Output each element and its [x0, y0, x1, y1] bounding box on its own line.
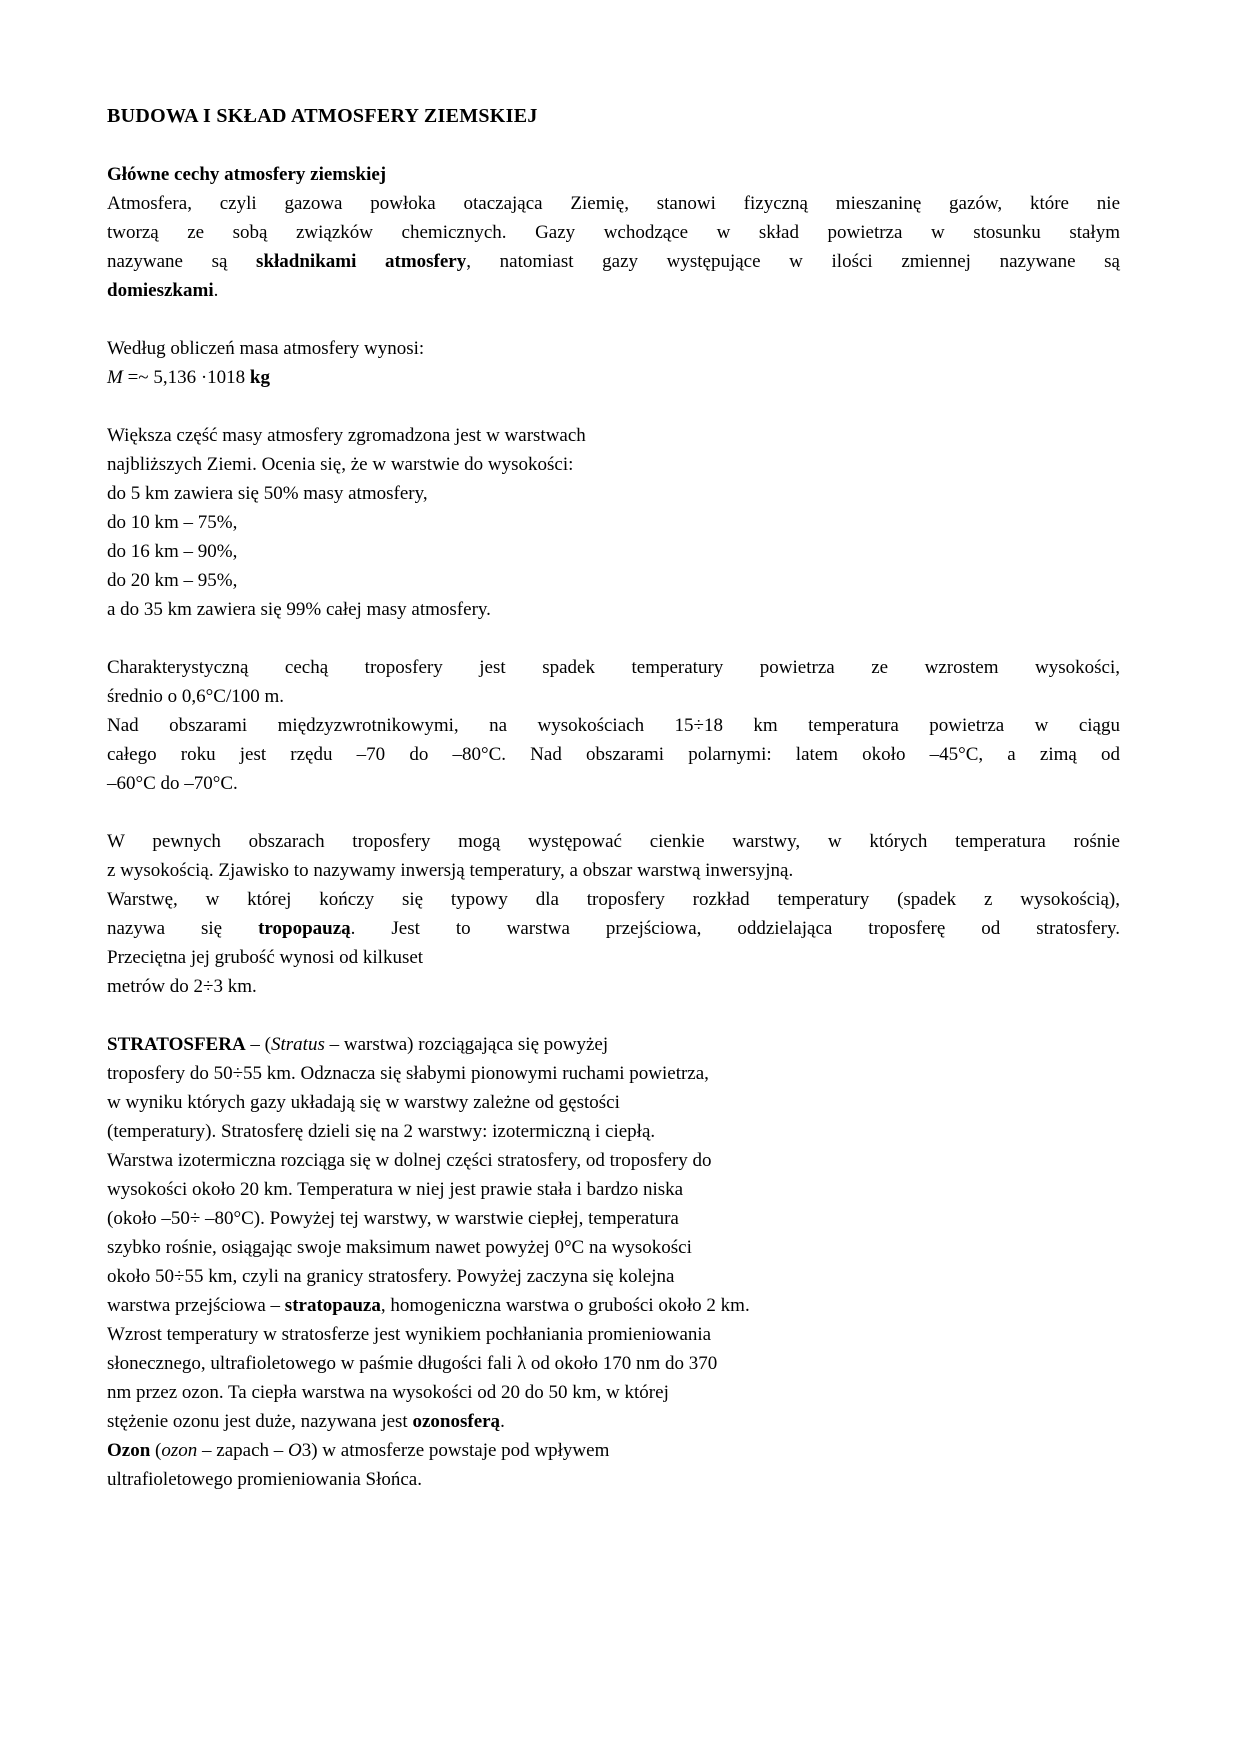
text-segment: Przeciętna jej grubość wynosi od kilkuset: [107, 947, 424, 968]
paragraph-troposfera-temperatura: [107, 653, 1120, 798]
text-segment: BUDOWA I SKŁAD ATMOSFERY ZIEMSKIEJ: [107, 105, 538, 127]
text-line: [107, 566, 1120, 595]
text-segment: warstwa przejściowa –: [107, 1295, 285, 1316]
text-segment: do 16 km – 90%,: [107, 541, 238, 562]
text-segment: M: [107, 367, 123, 388]
text-segment: tworzą ze sobą związków chemicznych. Gazy wchodzące w skład powietrza w stosunku stałym: [107, 222, 1120, 243]
paragraph-stratosfera: [107, 1030, 1120, 1494]
text-segment: szybko rośnie, osiągając swoje maksimum nawet powyżej 0°C na wysokości: [107, 1237, 692, 1258]
text-line: [107, 479, 1120, 508]
text-line: [107, 334, 1120, 363]
text-segment: Charakterystyczną cechą troposfery jest spadek temperatury powietrza ze wzrostem wysokości,: [107, 657, 1120, 678]
text-segment: (temperatury). Stratosferę dzieli się na 2 warstwy: izotermiczną i ciepłą.: [107, 1121, 656, 1142]
text-line: [107, 1349, 1120, 1378]
document-content: [107, 102, 1120, 1494]
paragraph-atmosfera-intro: [107, 189, 1120, 305]
text-segment: , homogeniczna warstwa o grubości około 2 km.: [380, 1295, 750, 1316]
text-line: [107, 1117, 1120, 1146]
text-segment: tropopauzą: [258, 918, 351, 939]
text-segment: 3) w atmosferze powstaje pod wpływem: [301, 1440, 610, 1461]
paragraph-masa-atmosfery: [107, 334, 1120, 392]
text-line: [107, 276, 1120, 305]
text-line: [107, 885, 1120, 914]
text-segment: ozonosferą: [412, 1411, 501, 1432]
text-line: [107, 189, 1120, 218]
text-line: [107, 972, 1120, 1001]
text-segment: ozon: [161, 1440, 198, 1461]
text-line: [107, 160, 1120, 189]
text-line: [107, 1175, 1120, 1204]
text-segment: O: [288, 1440, 302, 1461]
text-segment: Warstwę, w której kończy się typowy dla troposfery rozkład temperatury (spadek z wysokością),: [107, 889, 1120, 910]
text-segment: w wyniku których gazy układają się w warstwy zależne od gęstości: [107, 1092, 620, 1113]
text-segment: domieszkami: [107, 280, 214, 301]
text-line: [107, 450, 1120, 479]
text-segment: nazywane są: [107, 251, 257, 272]
text-segment: W pewnych obszarach troposfery mogą występować cienkie warstwy, w których temperatura rośnie: [107, 831, 1120, 852]
text-segment: kg: [249, 367, 270, 388]
text-segment: do 10 km – 75%,: [107, 512, 238, 533]
text-segment: stratopauza: [284, 1295, 381, 1316]
text-line: [107, 1291, 1120, 1320]
text-line: [107, 653, 1120, 682]
text-line: [107, 711, 1120, 740]
text-segment: Nad obszarami międzyzwrotnikowymi, na wysokościach 15÷18 km temperatura powietrza w ciągu: [107, 715, 1120, 736]
text-line: [107, 1204, 1120, 1233]
text-line: [107, 1030, 1120, 1059]
text-segment: .: [213, 280, 219, 301]
text-segment: Atmosfera, czyli gazowa powłoka otaczająca Ziemię, stanowi fizyczną mieszaninę gazów, które nie: [107, 193, 1120, 214]
text-line: [107, 914, 1120, 943]
text-line: [107, 1059, 1120, 1088]
text-line: [107, 102, 1120, 131]
text-segment: – zapach –: [197, 1440, 288, 1461]
text-segment: średnio o 0,6°C/100 m.: [107, 686, 285, 707]
text-segment: .: [500, 1411, 505, 1432]
text-segment: –60°C do –70°C.: [107, 773, 238, 794]
text-segment: Według obliczeń masa atmosfery wynosi:: [107, 338, 425, 359]
text-line: [107, 1262, 1120, 1291]
text-line: [107, 827, 1120, 856]
text-segment: . Jest to warstwa przejściowa, oddzielająca troposferę od stratosfery.: [350, 918, 1120, 939]
text-line: [107, 1320, 1120, 1349]
text-segment: Ozon: [107, 1440, 151, 1461]
text-line: [107, 1088, 1120, 1117]
text-segment: najbliższych Ziemi. Ocenia się, że w warstwie do wysokości:: [107, 454, 574, 475]
text-line: [107, 247, 1120, 276]
text-line: [107, 421, 1120, 450]
text-line: [107, 218, 1120, 247]
text-segment: STRATOSFERA: [107, 1034, 246, 1055]
text-segment: całego roku jest rzędu –70 do –80°C. Nad obszarami polarnymi: latem około –45°C, a zimą od: [107, 744, 1120, 765]
text-line: [107, 682, 1120, 711]
paragraph-inwersja-tropopauza: [107, 827, 1120, 1001]
text-segment: stężenie ozonu jest duże, nazywana jest: [107, 1411, 413, 1432]
section-heading-glowne-cechy: [107, 160, 1120, 189]
text-segment: Stratus: [271, 1034, 325, 1055]
text-line: [107, 1407, 1120, 1436]
paragraph-rozklad-masy: [107, 421, 1120, 624]
text-segment: wysokości około 20 km. Temperatura w niej jest prawie stała i bardzo niska: [107, 1179, 684, 1200]
text-segment: – warstwa) rozciągająca się powyżej: [324, 1034, 609, 1055]
text-line: [107, 1465, 1120, 1494]
text-segment: do 5 km zawiera się 50% masy atmosfery,: [107, 483, 428, 504]
text-segment: około 50÷55 km, czyli na granicy stratosfery. Powyżej zaczyna się kolejna: [107, 1266, 675, 1287]
text-line: [107, 856, 1120, 885]
text-segment: do 20 km – 95%,: [107, 570, 238, 591]
text-segment: =~ 5,136 ·1018: [122, 367, 250, 388]
text-segment: Główne cechy atmosfery ziemskiej: [107, 164, 387, 185]
text-line: [107, 537, 1120, 566]
text-segment: nazywa się: [107, 918, 259, 939]
text-line: [107, 595, 1120, 624]
text-line: [107, 1233, 1120, 1262]
text-segment: – (: [245, 1034, 271, 1055]
text-segment: troposfery do 50÷55 km. Odznacza się słabymi pionowymi ruchami powietrza,: [107, 1063, 709, 1084]
text-segment: składnikami atmosfery: [256, 251, 467, 272]
text-segment: słonecznego, ultrafioletowego w paśmie długości fali λ od około 170 nm do 370: [107, 1353, 718, 1374]
text-segment: (około –50÷ –80°C). Powyżej tej warstwy, w warstwie ciepłej, temperatura: [107, 1208, 679, 1229]
text-segment: z wysokością. Zjawisko to nazywamy inwersją temperatury, a obszar warstwą inwersyjną.: [107, 860, 794, 881]
text-segment: Warstwa izotermiczna rozciąga się w dolnej części stratosfery, od troposfery do: [107, 1150, 712, 1171]
text-segment: Wzrost temperatury w stratosferze jest wynikiem pochłaniania promieniowania: [107, 1324, 712, 1345]
document-title: [107, 102, 1120, 131]
text-segment: nm przez ozon. Ta ciepła warstwa na wysokości od 20 do 50 km, w której: [107, 1382, 669, 1403]
text-line: [107, 769, 1120, 798]
text-line: [107, 1146, 1120, 1175]
text-segment: metrów do 2÷3 km.: [107, 976, 257, 997]
text-segment: , natomiast gazy występujące w ilości zmiennej nazywane są: [466, 251, 1120, 272]
text-line: [107, 508, 1120, 537]
text-line: [107, 363, 1120, 392]
text-line: [107, 740, 1120, 769]
text-line: [107, 943, 1120, 972]
text-segment: Większa część masy atmosfery zgromadzona jest w warstwach: [107, 425, 586, 446]
text-line: [107, 1378, 1120, 1407]
text-segment: ultrafioletowego promieniowania Słońca.: [107, 1469, 422, 1490]
text-segment: (: [150, 1440, 162, 1461]
text-line: [107, 1436, 1120, 1465]
text-segment: a do 35 km zawiera się 99% całej masy atmosfery.: [107, 599, 491, 620]
